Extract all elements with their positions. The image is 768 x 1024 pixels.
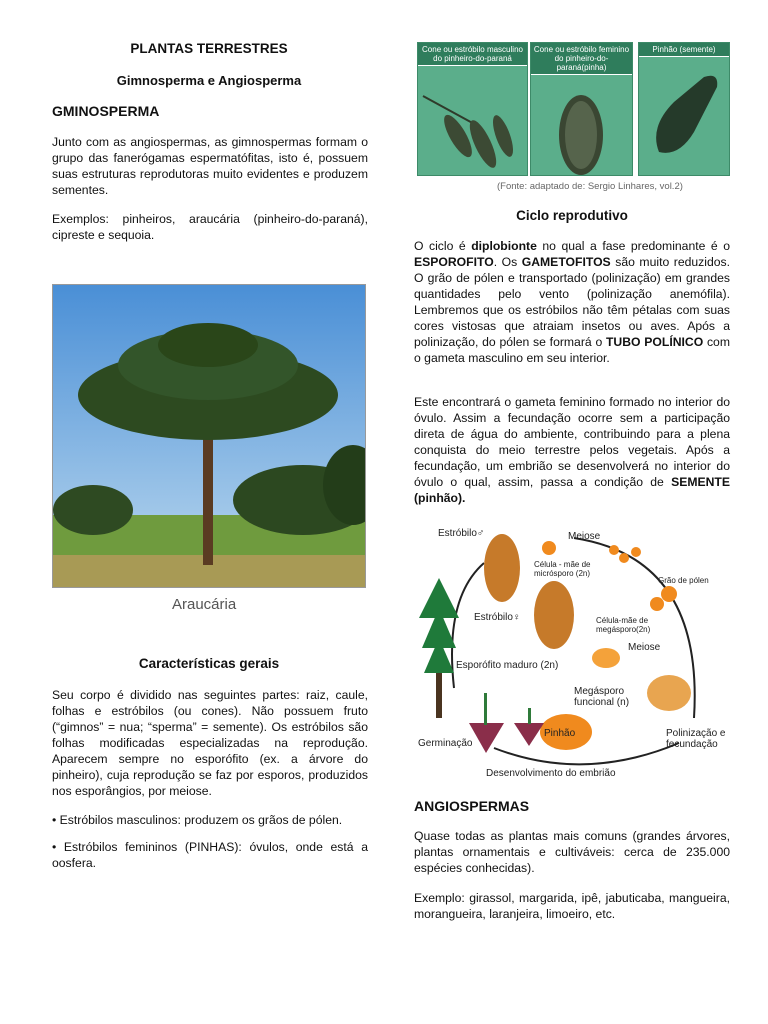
label-megaspore-mother-cell: Célula-mãe de megásporo(2n)	[596, 616, 651, 634]
general-characteristics-text: Seu corpo é dividido nas seguintes partes: raiz, caule, folhas e estróbilos (ou cones). Não possuem fruto (“gimnos” = nua; “sperma” = semente). Os estróbilos são folhas modificadas especializadas na reprodução. Aparecem sempre no esporófito (ex. a árvore do pinheiro), cuja reprodução se faz por esporos, produzidos nos esporângios, por meiose.	[52, 688, 368, 798]
general-characteristics-heading: Características gerais	[138, 656, 280, 671]
angiosperm-examples: Exemplo: girassol, margarida, ipê, jabuticaba, mangueira, morangueira, laranjeira, limoeiro, etc.	[414, 891, 730, 921]
label-female-strobilus: Estróbilo♀	[474, 612, 521, 623]
cycle-paragraph-2: Este encontrará o gameta feminino formado no interior do óvulo. Assim a fecundação ocorre sem a participação direta de água do ambiente, contribuindo para a plena conquista do meio terrestre pelos vegetais. Após a fecundação, um embrião se desenvolverá no interior do óvulo o qual, assim, passa a condição de SEMENTE (pinhão).	[414, 395, 730, 505]
label-microspore-mother-cell: Célula - mãe de micrósporo (2n)	[534, 560, 591, 578]
label-pollination-fertilization: Polinização e fecundação	[666, 728, 726, 750]
reproductive-cycle-heading: Ciclo reprodutivo	[516, 208, 628, 223]
photo-caption: Araucária	[172, 596, 237, 613]
gymnosperm-examples: Exemplos: pinheiros, araucária (pinheiro-do-paraná), cipreste e sequoia.	[52, 212, 368, 242]
male-cone-panel	[417, 42, 528, 176]
angiosperm-heading: ANGIOSPERMAS	[414, 798, 530, 814]
cycle-paragraph-1: O ciclo é diplobionte no qual a fase predominante é o ESPOROFITO. Os GAMETOFITOS são muito reduzidos. O grão de pólen e transportado (polinização) em grandes quantidades pelo vento (polinização anemófila). Lembremos que os estróbilos não têm pétalas com suas cores vistosas que atraiam insetos ou aves. Após a polinização, do pólen se formará o TUBO POLÍNICO com o gameta masculino em seu interior.	[414, 239, 731, 365]
page-subtitle: Gimnosperma e Angiosperma	[116, 73, 302, 88]
figure-source: (Fonte: adaptado de: Sergio Linhares, vol.2)	[497, 181, 683, 192]
female-cone-label: Cone ou estróbilo feminino do pinheiro-do-paraná(pinha)	[531, 43, 632, 75]
female-cone-panel	[530, 42, 633, 176]
label-male-strobilus: Estróbilo♂	[438, 528, 485, 539]
label-germination: Germinação	[418, 738, 473, 749]
label-pollen-grain: Grão de pólen	[658, 576, 709, 585]
label-embryo-development: Desenvolvimento do embrião	[486, 768, 616, 779]
label-pine-nut: Pinhão	[544, 728, 576, 739]
male-cone-label: Cone ou estróbilo masculino do pinheiro-do-paraná	[418, 43, 527, 66]
angiosperm-intro: Quase todas as plantas mais comuns (grandes árvores, plantas ornamentais e cultiváveis: cerca de 235.000 espécies conhecidas).	[414, 829, 730, 875]
life-cycle-diagram	[414, 518, 730, 784]
bullet-female-strobili: • Estróbilos femininos (PINHAS): óvulos, onde está a oosfera.	[52, 840, 368, 870]
pine-nut-panel	[638, 42, 730, 176]
label-meiosis-2: Meiose	[628, 642, 661, 653]
gymnosperm-heading: GMINOSPERMA	[52, 103, 160, 119]
araucaria-photo	[52, 284, 366, 588]
pine-nut-label: Pinhão (semente)	[639, 43, 729, 57]
bullet-male-strobili: • Estróbilos masculinos: produzem os grãos de pólen.	[52, 813, 343, 827]
label-meiosis-1: Meiose	[568, 531, 601, 542]
label-mature-sporophyte: Esporófito maduro (2n)	[456, 660, 559, 671]
gymnosperm-intro: Junto com as angiospermas, as gimnospermas formam o grupo das fanerógamas espermatófitas, isto é, possuem suas estruturas reprodutoras muito evidentes e produzem sementes.	[52, 135, 368, 197]
page-title: PLANTAS TERRESTRES	[130, 41, 288, 56]
label-functional-megaspore: Megásporo funcional (n)	[574, 686, 630, 708]
